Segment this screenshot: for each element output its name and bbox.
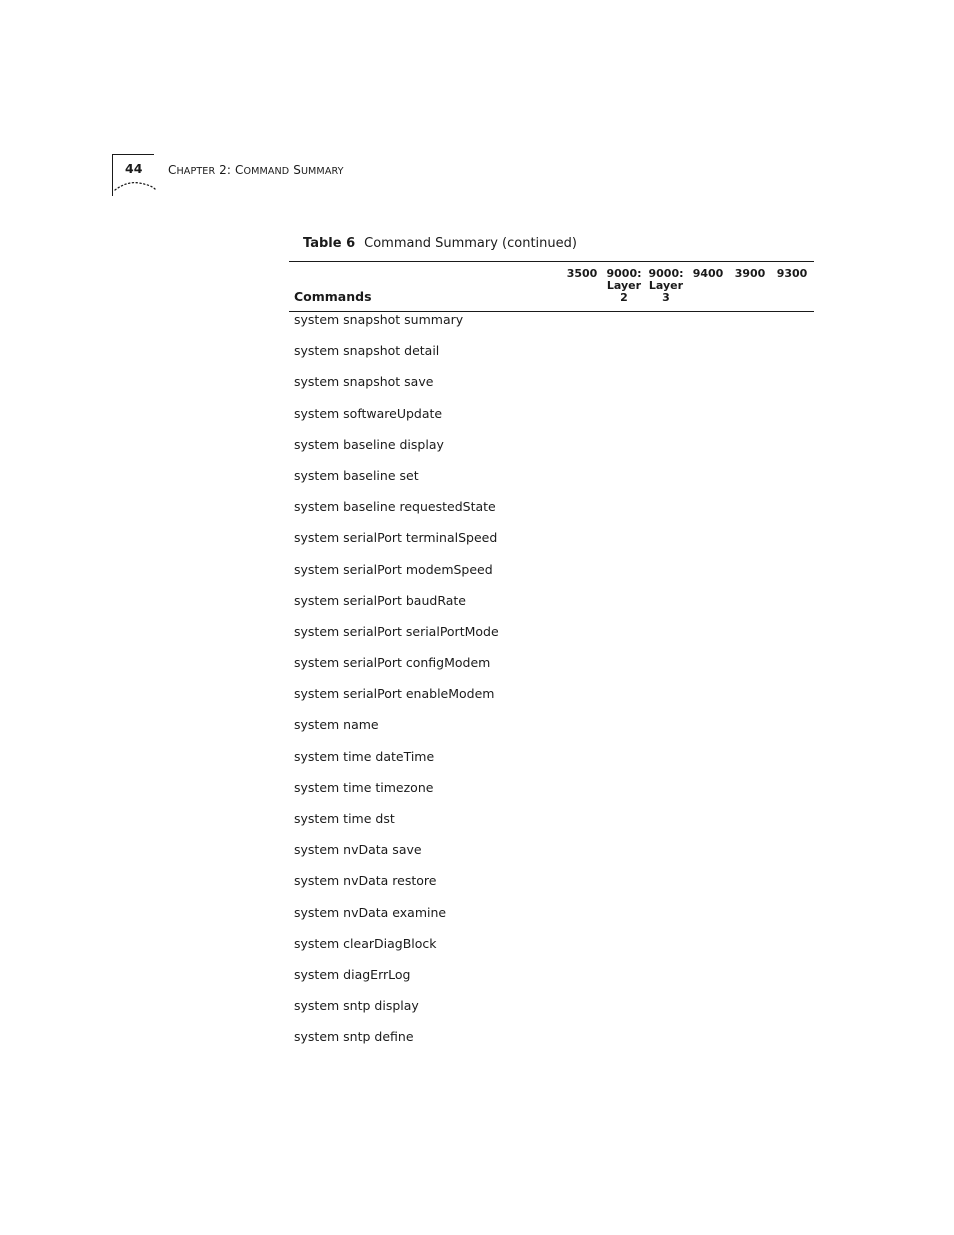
table-row: system sntp define [294, 1029, 414, 1045]
table-row: system nvData save [294, 842, 422, 858]
page-number: 44 [125, 161, 143, 176]
table-row: system serialPort enableModem [294, 686, 495, 702]
table-row: system snapshot summary [294, 312, 464, 327]
table-row: system nvData examine [294, 904, 447, 920]
table-row: system sntp display [294, 998, 419, 1014]
table-row: system serialPort configModem [294, 655, 491, 671]
column-header-9000-layer3: 9000: Layer 3 [648, 267, 684, 304]
table-row: system diagErrLog [294, 966, 411, 982]
table-row: system baseline set [294, 467, 419, 483]
column-header-9300: 9300 [776, 267, 808, 280]
table-row: system nvData restore [294, 873, 437, 889]
table-row: system clearDiagBlock [294, 935, 437, 951]
commands-column-header: Commands [294, 289, 372, 304]
table-row: system serialPort baudRate [294, 592, 466, 608]
column-header-9000-layer2: 9000: Layer 2 [606, 267, 642, 304]
dotted-arc-decoration [113, 179, 157, 193]
page-corner-rule-horizontal [112, 154, 154, 155]
table-row: system snapshot save [294, 374, 434, 390]
table-row: system baseline requestedState [294, 499, 496, 515]
table-row: system time dst [294, 811, 395, 826]
command-rows [294, 312, 814, 1061]
table-row: system baseline display [294, 436, 444, 452]
table-row: system serialPort terminalSpeed [294, 530, 498, 546]
table-top-rule [289, 261, 814, 262]
column-header-3500: 3500 [566, 267, 598, 280]
table-row: system snapshot detail [294, 343, 440, 359]
table-row: system time timezone [294, 779, 434, 795]
table-row: system softwareUpdate [294, 405, 443, 421]
table-row: system time dateTime [294, 748, 435, 764]
chapter-title: CHAPTER 2: COMMAND SUMMARY [168, 163, 344, 177]
table-label: Table 6 [303, 236, 356, 251]
table-row: system name [294, 717, 379, 733]
table-caption [303, 235, 577, 252]
table-caption-text: Command Summary (continued) [364, 236, 577, 251]
column-header-3900: 3900 [734, 267, 766, 280]
table-row: system serialPort serialPortMode [294, 623, 499, 639]
table-row: system serialPort modemSpeed [294, 561, 493, 577]
column-header-9400: 9400 [692, 267, 724, 280]
